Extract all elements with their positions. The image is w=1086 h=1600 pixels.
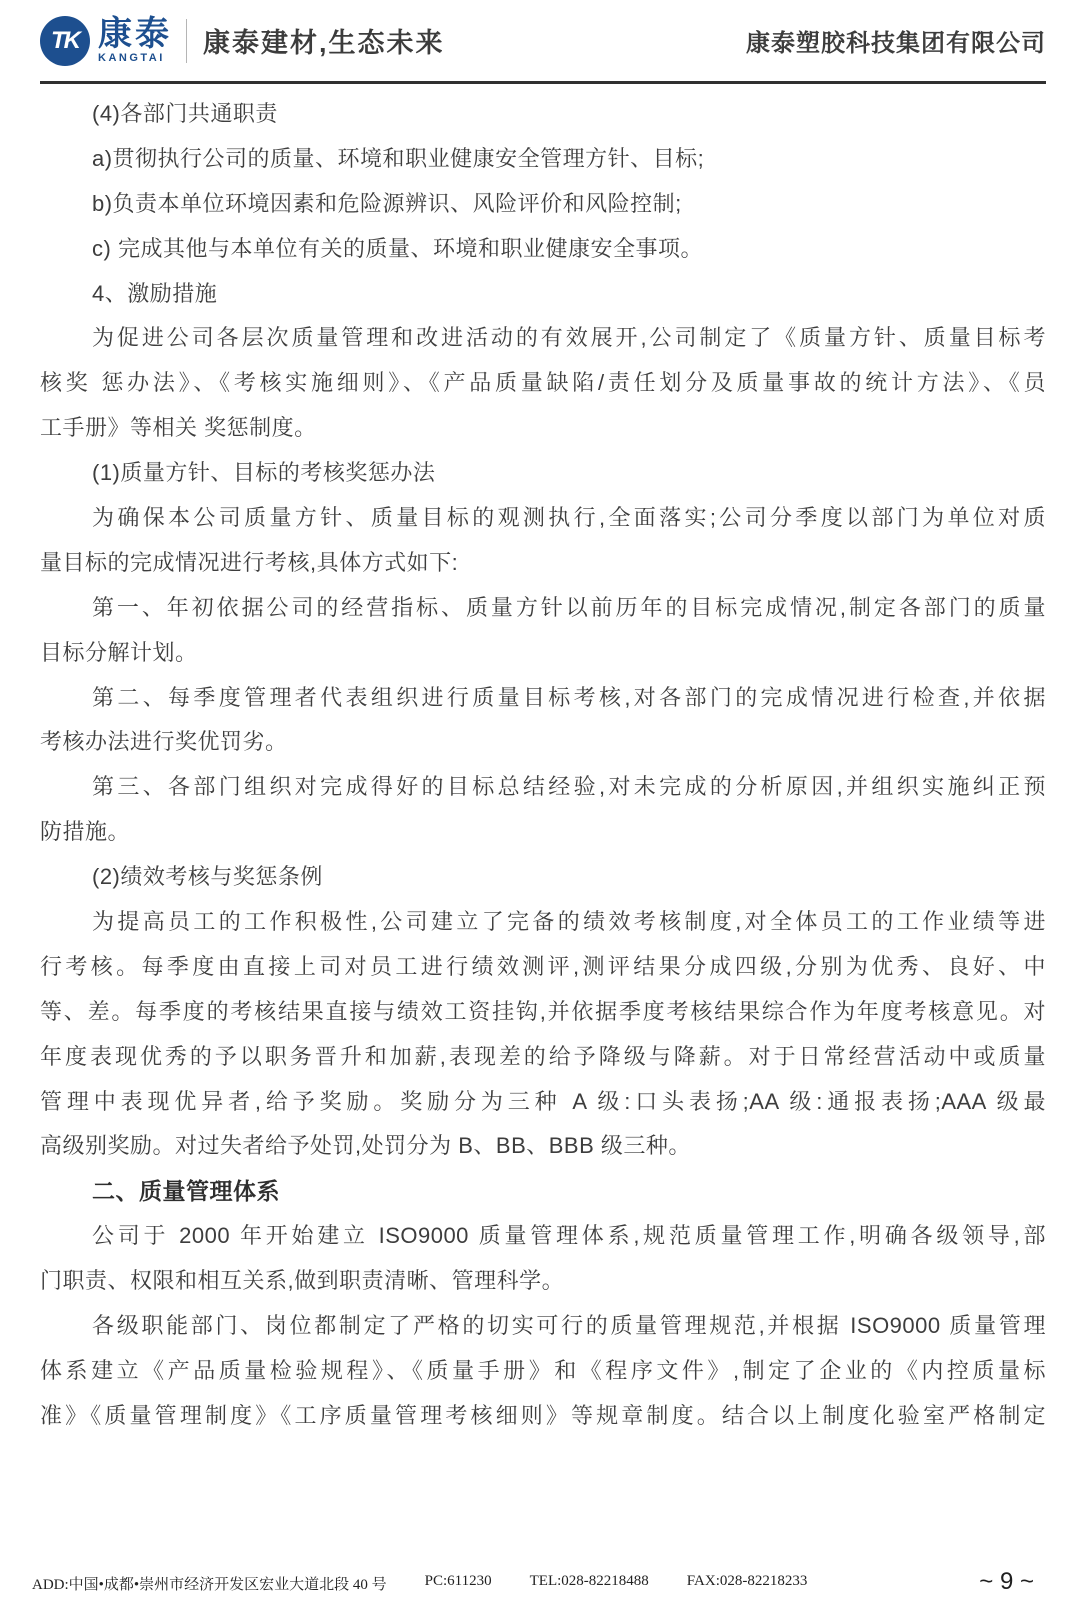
body-line: 准》《质量管理制度》《工序质量管理考核细则》等规章制度。结合以上制度化验室严格制定 <box>40 1402 1046 1428</box>
body-line: 门职责、权限和相互关系,做到职责清晰、管理科学。 <box>40 1268 565 1294</box>
body-line: 为确保本公司质量方针、质量目标的观测执行,全面落实;公司分季度以部门为单位对质 <box>92 505 1046 531</box>
body-line: 年度表现优秀的予以职务晋升和加薪,表现差的给予降级与降薪。对于日常经营活动中或质量 <box>40 1043 1046 1069</box>
body-line: 第三、各部门组织对完成得好的目标总结经验,对未完成的分析原因,并组织实施纠正预 <box>92 774 1046 800</box>
body-line: 各级职能部门、岗位都制定了严格的切实可行的质量管理规范,并根据 ISO9000 质量管理 <box>92 1313 1046 1339</box>
footer-postal-code: PC:611230 <box>424 1573 492 1589</box>
body-line: a)贯彻执行公司的质量、环境和职业健康安全管理方针、目标; <box>92 145 705 171</box>
body-line: 第一、年初依据公司的经营指标、质量方针以前历年的目标完成情况,制定各部门的质量 <box>92 594 1046 620</box>
body-line: 量目标的完成情况进行考核,具体方式如下: <box>40 549 459 575</box>
company-name: 康泰塑胶科技集团有限公司 <box>746 30 1046 57</box>
body-line: 为促进公司各层次质量管理和改进活动的有效展开,公司制定了《质量方针、质量目标考 <box>92 325 1046 351</box>
body-line: 行考核。每季度由直接上司对员工进行绩效测评,测评结果分成四级,分别为优秀、良好、中 <box>40 953 1046 979</box>
footer-contact-info <box>32 1573 807 1594</box>
footer-fax: FAX:028-82218233 <box>686 1573 808 1589</box>
body-line: (2)绩效考核与奖惩条例 <box>92 864 323 890</box>
document-body <box>40 92 1046 1439</box>
logo-tk-icon <box>40 16 90 66</box>
page-footer <box>32 1568 1086 1596</box>
body-line: 公司于 2000 年开始建立 ISO9000 质量管理体系,规范质量管理工作,明确各级领导,部 <box>92 1223 1046 1249</box>
kangtai-logo <box>40 16 172 66</box>
header-vertical-divider <box>186 19 187 63</box>
page-header <box>40 0 1046 84</box>
body-line: 考核办法进行奖优罚劣。 <box>40 729 288 755</box>
section-heading: 二、质量管理体系 <box>92 1178 280 1205</box>
logo-name-en: KANGTAI <box>98 52 165 64</box>
body-line: 为提高员工的工作积极性,公司建立了完备的绩效考核制度,对全体员工的工作业绩等进 <box>92 909 1046 935</box>
body-line: 管理中表现优异者,给予奖励。奖励分为三种 A 级:口头表扬;AA 级:通报表扬;AAA 级最 <box>40 1088 1046 1114</box>
body-line: 体系建立《产品质量检验规程》、《质量手册》和《程序文件》,制定了企业的《内控质量标 <box>40 1357 1046 1383</box>
body-line: 第二、每季度管理者代表组织进行质量目标考核,对各部门的完成情况进行检查,并依据 <box>92 684 1046 710</box>
footer-address: ADD:中国•成都•崇州市经济开发区宏业大道北段 40 号 <box>32 1577 387 1593</box>
body-line: 工手册》等相关 奖惩制度。 <box>40 415 317 441</box>
body-line: 4、激励措施 <box>92 280 218 306</box>
page-number: ~ 9 ~ <box>979 1568 1034 1595</box>
body-line: c) 完成其他与本单位有关的质量、环境和职业健康安全事项。 <box>92 235 703 261</box>
body-line: (4)各部门共通职责 <box>92 101 278 126</box>
logo-name-cn: 康泰 <box>98 15 172 53</box>
logo-tk-text: TK <box>51 26 79 54</box>
body-line: (1)质量方针、目标的考核奖惩办法 <box>92 460 436 486</box>
footer-telephone: TEL:028-82218488 <box>529 1573 649 1589</box>
body-line: b)负责本单位环境因素和危险源辨识、风险评价和风险控制; <box>92 190 682 216</box>
body-line: 核奖 惩办法》、《考核实施细则》、《产品质量缺陷/责任划分及质量事故的统计方法》、《员 <box>40 370 1046 396</box>
body-line: 目标分解计划。 <box>40 639 198 665</box>
body-line: 高级别奖励。对过失者给予处罚,处罚分为 B、BB、BBB 级三种。 <box>40 1133 691 1159</box>
logo-wordmark <box>98 17 172 64</box>
body-line: 防措施。 <box>40 819 131 845</box>
body-line: 等、差。每季度的考核结果直接与绩效工资挂钩,并依据季度考核结果综合作为年度考核意见。对 <box>40 998 1046 1024</box>
company-tagline: 康泰建材,生态未来 <box>203 28 445 58</box>
